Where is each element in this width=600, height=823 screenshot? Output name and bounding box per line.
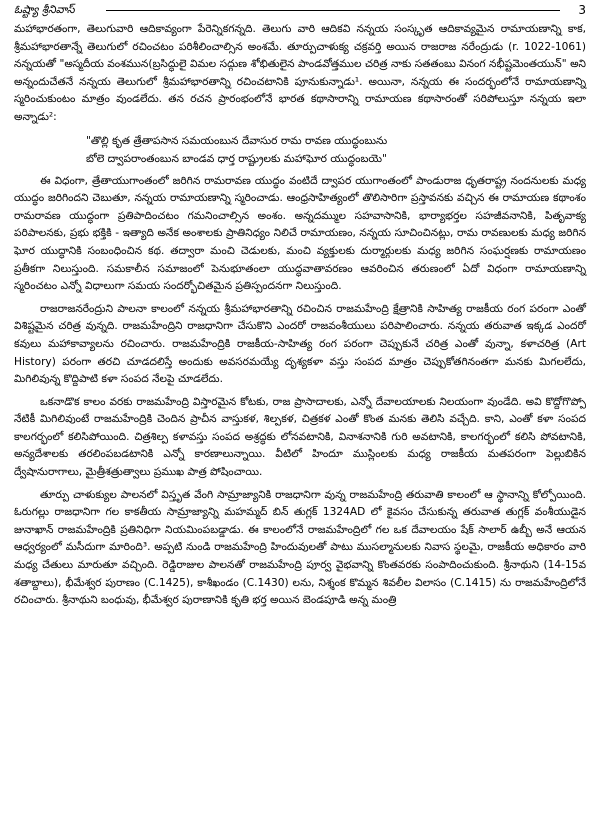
verse-line: "తొల్లి కృత త్రేతాపసాన సమయంబున దేవాసుర రామ రావణ యుద్ధంబును <box>86 134 388 147</box>
page-number: 3 <box>578 3 586 17</box>
paragraph: ఈ విధంగా, త్రేతాయుగాంతంలో జరిగిన రామరావణ యుద్ధం వంటిదే ద్వాపర యుగాంతంలో పాండురాజ ధృతరాష్ట్ర నందనులకు మధ్య యుద్ధం జరిగిందని చెబుతూ, నన్నయ రామాయణాన్ని స్మరించాడు. ఆంధ్రసాహిత్యంలో తొలిసారిగా ప్రస్తావనకు వచ్చిన ఈ రామాయణ కథాంశం రామరావణ యుద్ధంగా ప్రతిపాదించటం గమనించాల్సిన అంశం. అన్నదమ్ముల సహవాసానికి, భార్యాభర్తల సహజీవనానికి, పితృవాక్య పరిపాలనకు, ప్రభు భక్తికి - ఇత్యాది అనేక అంశాలకు ప్రాతినిధ్యం నిలిచే రామాయణం, నన్నయ సూచించినట్లు, రామ రావణులకు మధ్య జరిగిన ఘోర యుద్ధానికి సంబంధించిన కథ. తద్వారా మంచి చెడులకు, మంచి వ్యక్తులకు దుర్మార్గులకు మధ్య జరిగిన సంఘర్షణకు రామాయణం ప్రతీకగా నిలుస్తుంది. సమకాలీన సమాజంలో పెనుభూతంలా యుద్ధవాతావరణం ఆవరించిన తరుణంలో ఏదో విధంగా రామాయణాన్ని స్మరించటం ఎన్నో విధాలుగా సమయ సందర్భోచితమైన ప్రతిస్పందనగా నిలుస్తుంది. <box>14 174 586 293</box>
header-title: ఓష్ట్యా శ్రీనివాస్ <box>14 3 75 16</box>
header-rule <box>106 10 560 11</box>
paragraph: మహాభారతంగా, తెలుగువారి ఆదికావ్యంగా పేరెన్నికగన్నది. తెలుగు వారి ఆదికవి నన్నయ సంస్కృత ఆదికావ్యమైన రామాయణాన్ని కాక, శ్రీమహాభారతాన్నే తెలుగులో రచించటం పరిశీలించాల్సిన అంశమే. తూర్పుచాళుక్య చక్రవర్తి అయిన రాజరాజ నరేంద్రుడు (r. 1022-1061) నన్నయతో "అస్మదీయ వంశమున(బ్రసిద్ధులై విమల సద్గుణ శోభితులైన పాండవోత్తముల చరిత్ర నాకు సతతంబు వినంగ నభీష్టమెంతయున్" అని అన్నందుచేతనే నన్నయ తెలుగులో శ్రీమహాభారతాన్ని రచించటానికి పూనుకున్నాడు¹. అయినా, నన్నయ ఈ సందర్భంలోనే రామాయణాన్ని స్మరించుకుంటం మాత్రం వుండలేదు. తన రచన ప్రారంభంలోనే భారత కథాసారాన్ని రామాయణ కథాసారంతో సరిపోలుస్తూ నన్నయ ఇలా అన్నాడు²: <box>14 23 586 123</box>
paragraph: ఒకనాడొక కాలం వరకు రాజమహేంద్రి విస్తారమైన కోటకు, రాజ ప్రాసాదాలకు, ఎన్నో దేవాలయాలకు నిలయంగా వుండేది. అవి కొద్దోగొప్పో నేటికీ మిగిలివుంటే రాజమహేంద్రికి చెందిన ప్రాచీన వాస్తుకళ, శిల్పకళ, చిత్రకళ ఎంతో కొంత మనకు తెలిసి వచ్చేది. కాని, ఎంతో కళా సంపద కాలగర్భంలో కలిసిపోయింది. చిత్రశిల్ప కళావస్తు సంపద అశ్రద్ధకు లోనవటానికి, వినాశనానికి గురి అవటానికి, కాలగర్భంలో కలిసి పోవటానికి, అన్యదేశాలకు తరలింపబడటానికి ఎన్నో కారణాలున్నాయి. వీటిలో హిందూ ముస్లింలకు మధ్య రాజకీయ మతపరంగా పెల్లుబికిన ద్వేషానురాగాలు, మైత్రీశత్రుత్వాలు ప్రముఖ పాత్ర పోషించాయి. <box>14 395 586 479</box>
verse-line: బోలె ద్వాపరాంతంబున బాండవ ధార్త రాష్ట్రులకు మహాఘోర యుద్ధంబయె" <box>86 152 387 165</box>
paragraph: రాజరాజనరేంద్రుని పాలనా కాలంలో నన్నయ శ్రీమహాభారతాన్ని రచించిన రాజమహేంద్రి క్షేత్రానికి సాహిత్య రాజకీయ రంగ పరంగా ఎంతో విశిష్టమైన చరిత్ర వున్నది. రాజమహేంద్రిని రాజధానిగా చేసుకొని ఎందరో రాజవంశీయులు పరిపాలించారు. నన్నయ తరువాత ఇక్కడ ఎందరో కవులు మహాకావ్యాలను రచించారు. రాజమహేంద్రికి రాజకీయ-సాహిత్య రంగ పరంగా చెప్పుకునే చరిత్ర ఎంతో వున్నా, కళాచరిత్ర (Art History) పరంగా తరచి చూడదలిస్తే అందుకు అవసరమయ్యే దృశ్యకళా వస్తు సంపద మాత్రం చెప్పుకోతగినంతగా మనకు మిగలలేదు, మిగిలివున్న కొద్దిపాటి కళా సంపద నేలపై చూడలేదు. <box>14 302 586 386</box>
verse-quote <box>86 132 586 168</box>
running-header <box>14 2 586 18</box>
paragraph: తూర్పు చాళుక్యుల పాలనలో విస్తృత వేంగి సామ్రాజ్యానికి రాజధానిగా వున్న రాజమహేంద్రి తరువాతి కాలంలో ఆ స్థానాన్ని కోల్పోయింది. ఓరుగల్లు రాజధానిగా గల కాకతీయ సామ్రాజ్యాన్ని మహమ్మద్ బిన్ తుగ్లక్ 1324AD లో కైవసం చేసుకున్న తరువాత తుగ్లక్ వంశీయుడైన జునాఖాన్ రాజమహేంద్రికి ప్రతినిధిగా నియమింపబడ్డాడు. ఈ కాలంలోనే రాజమహేంద్రిలో గల ఒక దేవాలయం షేక్ సాలార్ ఉబ్బీ అనే ఆయన ఆధ్వర్యంలో మసీదుగా మారింది³. అప్పటి నుండి రాజమహేంద్రి హిందువులతో పాటు ముసల్మానులకు నివాస స్థలమై, రాజకీయ అధికారం వారి మధ్య చేతులు మారుతూ వచ్చింది. రెడ్డిరాజుల పాలనతో రాజమహేంద్రి పూర్వ వైభవాన్ని కొంతవరకు సంపాదించుకుంది. శ్రీనాథుని (14-15వ శతాబ్దాలు), భీమేశ్వర పురాణం (C.1425), కాశీఖండం (C.1430) లను, నిశ్శంక కొమ్మన శివలీల విలాసం (C.1415) ను రాజమహేంద్రిలోనే రచించారు. శ్రీనాథుని బంధువు, భీమేశ్వర పురాణానికి కృతి భర్త అయిన బెండపూడి అన్న మంత్రి <box>14 488 586 607</box>
body-text <box>14 21 586 610</box>
